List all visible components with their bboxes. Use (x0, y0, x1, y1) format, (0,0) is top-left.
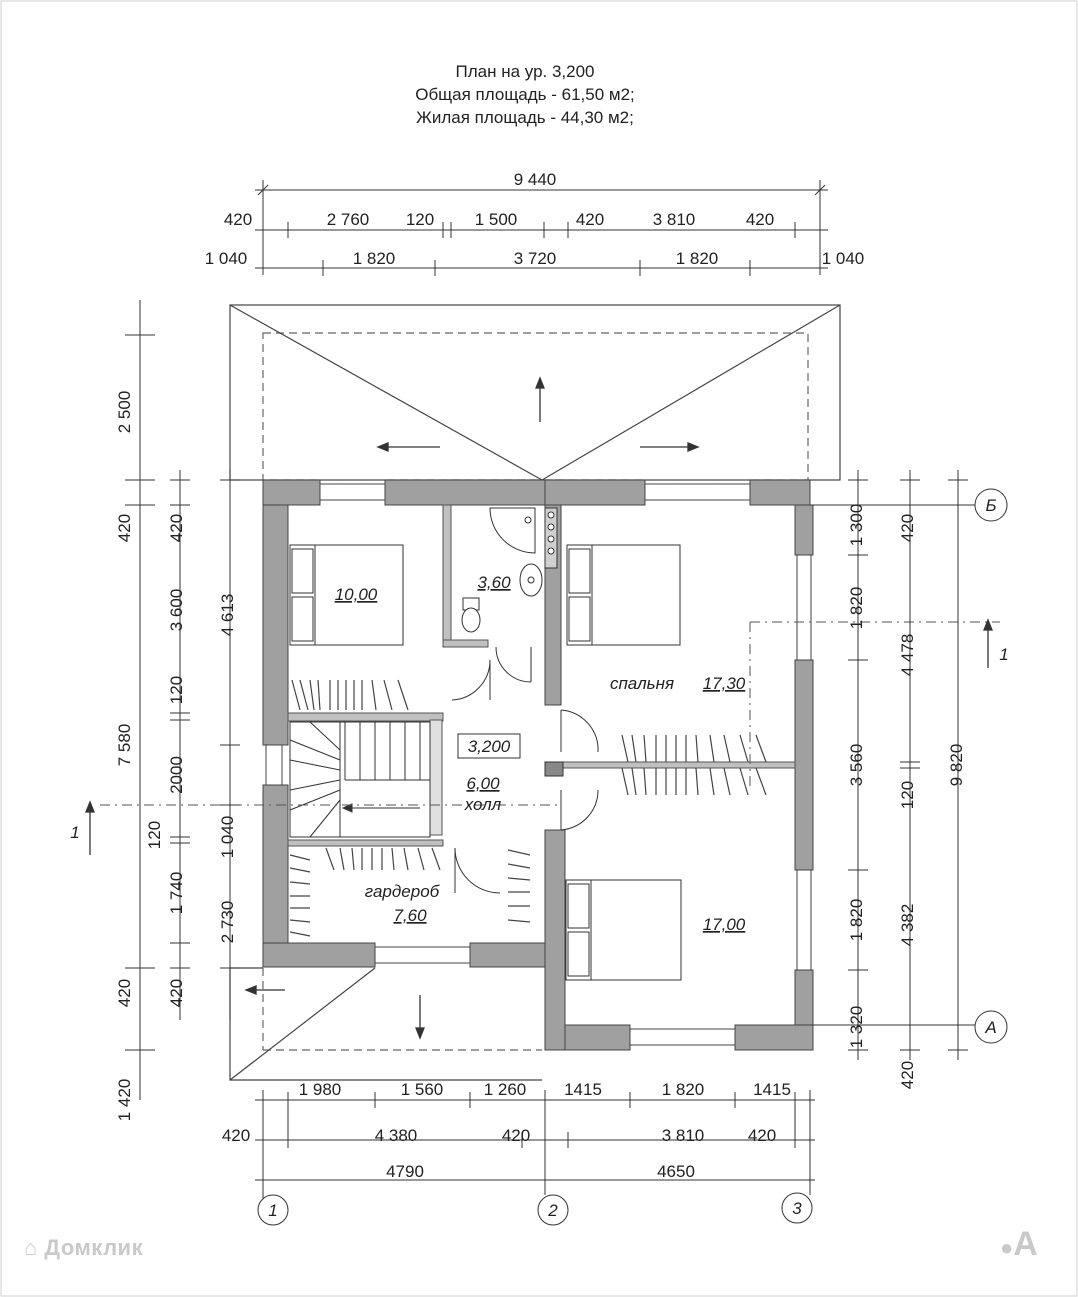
bed-bedroom (567, 545, 680, 645)
dim-left-mid: 1 040 (218, 815, 237, 859)
dim-top-row2: 1 500 (474, 210, 518, 229)
dim-left-mid: 2 730 (218, 900, 237, 944)
axis-mark-3: 3 (792, 1199, 802, 1218)
dim-bottom-row1: 1 980 (298, 1080, 342, 1099)
dim-top-row2: 420 (745, 210, 775, 229)
dim-bottom-row3: 4790 (386, 1162, 424, 1181)
bed-room-17 (566, 880, 681, 980)
dim-right-inner: 3 560 (847, 743, 866, 787)
dim-top-row2: 420 (575, 210, 605, 229)
room-area-bedroom: 17,30 (702, 674, 746, 693)
room-label-wardrobe: гардероб (364, 882, 440, 901)
dim-right-inner: 1 820 (847, 586, 866, 630)
roof-canopy-top (230, 305, 840, 480)
dim-bottom-row1: 1 560 (400, 1080, 444, 1099)
room-label-hall: холл (464, 795, 502, 814)
axis-mark-a: А (985, 1018, 997, 1037)
roof-canopy-bottom (230, 968, 542, 1080)
axis-mark-b: Б (985, 496, 997, 515)
dim-bottom-row2: 420 (501, 1126, 531, 1145)
section-mark-right: 1 (999, 645, 1009, 664)
staircase (290, 722, 430, 837)
axis-mark-1: 1 (268, 1201, 278, 1220)
dim-left-inner: 120 (145, 820, 164, 850)
row-axis-markers (975, 489, 1007, 1043)
dim-top-row3: 1 820 (352, 249, 396, 268)
dim-left-inner: 120 (167, 675, 186, 705)
dim-bottom-row1: 1 260 (483, 1080, 527, 1099)
dim-left-outer: 7 580 (115, 723, 134, 767)
dim-bottom-row2: 420 (747, 1126, 777, 1145)
dots-icon: ● (1000, 1235, 1014, 1260)
room-area-hall: 6,00 (466, 774, 500, 793)
dim-right-mid: 420 (898, 1060, 917, 1090)
dim-top-row2: 3 810 (652, 210, 696, 229)
dim-right-inner: 1 300 (847, 503, 866, 547)
dim-bottom-row1: 1415 (564, 1080, 602, 1099)
dim-right-mid: 4 382 (898, 903, 917, 947)
dim-left-inner: 2000 (167, 756, 186, 794)
dim-right-mid: 120 (898, 780, 917, 810)
section-mark-left: 1 (70, 823, 80, 842)
dim-bottom-row2: 4 380 (374, 1126, 418, 1145)
dim-right-outer: 9 820 (947, 743, 966, 787)
watermark-avito-logo (1000, 1225, 1038, 1264)
dim-right-inner: 1 320 (847, 1005, 866, 1049)
room-area-10: 10,00 (334, 585, 378, 604)
bathroom-fixtures (462, 508, 557, 632)
column-axis-markers (258, 1193, 812, 1225)
dim-top-row2: 420 (223, 210, 253, 229)
dim-left-inner: 3 600 (167, 588, 186, 632)
dim-left-outer: 2 500 (115, 390, 134, 434)
watermark-domclick-logo (24, 1235, 143, 1261)
dim-left-inner: 420 (167, 513, 186, 543)
dim-left-mid: 4 613 (218, 593, 237, 637)
doors (452, 647, 598, 893)
dim-right-mid: 420 (898, 513, 917, 543)
room-area-17: 17,00 (702, 915, 746, 934)
plan-title-living-area: Жилая площадь - 44,30 м2; (416, 108, 634, 127)
watermark-domclick-text: Домклик (44, 1235, 144, 1260)
dim-left-outer: 420 (115, 513, 134, 543)
watermark-avito-text: A (1013, 1225, 1038, 1263)
dim-top-row3: 1 820 (675, 249, 719, 268)
plan-title-total-area: Общая площадь - 61,50 м2; (415, 85, 635, 104)
dim-top-row3: 3 720 (513, 249, 557, 268)
axis-mark-2: 2 (548, 1201, 558, 1220)
dim-top-row2: 120 (405, 210, 435, 229)
room-area-wardrobe: 7,60 (393, 906, 427, 925)
house-icon: ⌂ (24, 1235, 38, 1260)
plan-title-level: План на ур. 3,200 (455, 62, 595, 81)
dim-right-mid: 4 478 (898, 633, 917, 677)
dim-bottom-row3: 4650 (657, 1162, 695, 1181)
dim-right-inner: 1 820 (847, 898, 866, 942)
dim-top-row3: 1 040 (204, 249, 248, 268)
bottom-dimensions (255, 1090, 815, 1200)
dim-top-total: 9 440 (513, 170, 557, 189)
dim-bottom-row1: 1 820 (661, 1080, 705, 1099)
room-label-bedroom: спальня (609, 674, 675, 693)
dim-bottom-row2: 3 810 (661, 1126, 705, 1145)
room-area-bath: 3,60 (477, 573, 511, 592)
dim-bottom-row1: 1415 (753, 1080, 791, 1099)
dim-left-inner: 1 740 (167, 871, 186, 915)
dim-top-row2: 2 760 (326, 210, 370, 229)
dim-bottom-row2: 420 (221, 1126, 251, 1145)
dim-left-inner: 420 (167, 978, 186, 1008)
level-mark: 3,200 (467, 737, 511, 756)
dim-left-outer: 1 420 (115, 1078, 134, 1122)
dim-left-outer: 420 (115, 978, 134, 1008)
dim-top-row3: 1 040 (821, 249, 865, 268)
